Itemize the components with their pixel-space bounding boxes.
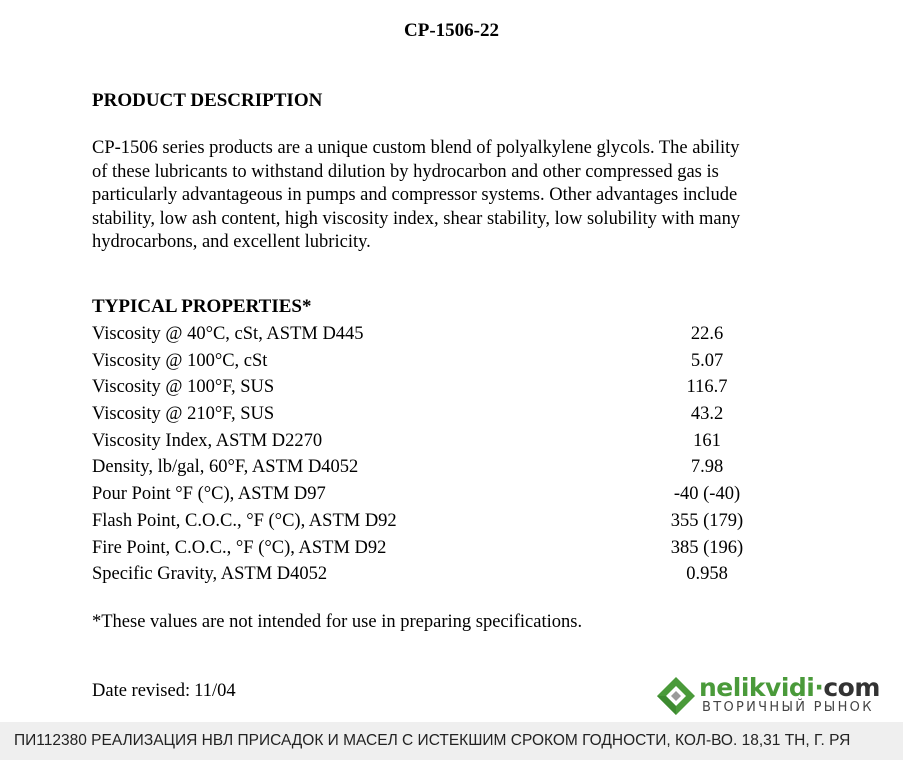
description-line: CP-1506 series products are a unique custom blend of polyalkylene glycols. The ability bbox=[92, 138, 740, 158]
property-value: 0.958 bbox=[686, 564, 728, 585]
property-row bbox=[92, 482, 812, 509]
nelikvidi-tagline: ВТОРИЧНЫЙ РЫНОК bbox=[702, 700, 874, 715]
brand-part-dark: com bbox=[823, 673, 880, 702]
property-name: Viscosity @ 100°C, cSt bbox=[92, 350, 268, 371]
document-title: CP-1506-22 bbox=[404, 20, 499, 41]
brand-part-green: nelikvidi bbox=[699, 673, 815, 702]
property-row bbox=[92, 455, 812, 482]
property-value: 5.07 bbox=[690, 350, 724, 371]
property-row bbox=[92, 322, 812, 349]
property-row bbox=[92, 349, 812, 376]
date-revised bbox=[92, 681, 240, 702]
property-name: Viscosity @ 100°F, SUS bbox=[92, 377, 275, 398]
date-revised-value: 11/04 bbox=[194, 681, 236, 701]
property-row bbox=[92, 375, 812, 402]
property-value: 161 bbox=[693, 430, 721, 451]
property-value: 385 (196) bbox=[670, 537, 744, 558]
property-value: 355 (179) bbox=[670, 510, 744, 531]
property-value: 7.98 bbox=[690, 457, 724, 478]
nelikvidi-logo-icon bbox=[655, 675, 697, 717]
property-name: Fire Point, C.O.C., °F (°C), ASTM D92 bbox=[92, 537, 387, 558]
property-value: -40 (-40) bbox=[673, 484, 741, 505]
description-line: stability, low ash content, high viscosity index, shear stability, low solubility with many bbox=[92, 208, 741, 229]
listing-caption-text: ПИ112380 РЕАЛИЗАЦИЯ НВЛ ПРИСАДОК И МАСЕЛ С ИСТЕКШИМ СРОКОМ ГОДНОСТИ, КОЛ-ВО. 18,31 ТН, Г. РЯ bbox=[14, 732, 851, 749]
property-name: Viscosity @ 210°F, SUS bbox=[92, 404, 275, 425]
description-line: hydrocarbons, and excellent lubricity. bbox=[92, 232, 371, 252]
property-row bbox=[92, 536, 812, 563]
nelikvidi-watermark[interactable] bbox=[655, 673, 895, 719]
property-name: Viscosity @ 40°C, cSt, ASTM D445 bbox=[92, 324, 364, 344]
product-description-text bbox=[92, 137, 812, 255]
property-name: Flash Point, C.O.C., °F (°C), ASTM D92 bbox=[92, 510, 397, 531]
property-name: Specific Gravity, ASTM D4052 bbox=[92, 564, 328, 585]
property-name: Viscosity Index, ASTM D2270 bbox=[92, 430, 323, 451]
property-row bbox=[92, 429, 812, 456]
description-line: of these lubricants to withstand dilution by hydrocarbon and other compressed gas is bbox=[92, 161, 719, 182]
description-line: particularly advantageous in pumps and compressor systems. Other advantages include bbox=[92, 185, 738, 205]
property-value: 43.2 bbox=[690, 404, 724, 425]
listing-caption-bar bbox=[0, 722, 903, 760]
properties-footnote: *These values are not intended for use in preparing specifications. bbox=[92, 612, 583, 632]
property-name: Pour Point °F (°C), ASTM D97 bbox=[92, 484, 326, 505]
nelikvidi-brand-name bbox=[699, 673, 880, 702]
brand-dot-icon: · bbox=[814, 673, 824, 702]
product-description-heading: PRODUCT DESCRIPTION bbox=[92, 90, 323, 111]
typical-properties-heading: TYPICAL PROPERTIES* bbox=[92, 296, 312, 317]
properties-table bbox=[92, 322, 812, 589]
property-value: 116.7 bbox=[686, 377, 728, 398]
date-revised-label: Date revised: bbox=[92, 681, 191, 701]
property-row bbox=[92, 562, 812, 589]
property-name: Density, lb/gal, 60°F, ASTM D4052 bbox=[92, 457, 359, 478]
property-value: 22.6 bbox=[690, 324, 724, 344]
property-row bbox=[92, 402, 812, 429]
property-row bbox=[92, 509, 812, 536]
